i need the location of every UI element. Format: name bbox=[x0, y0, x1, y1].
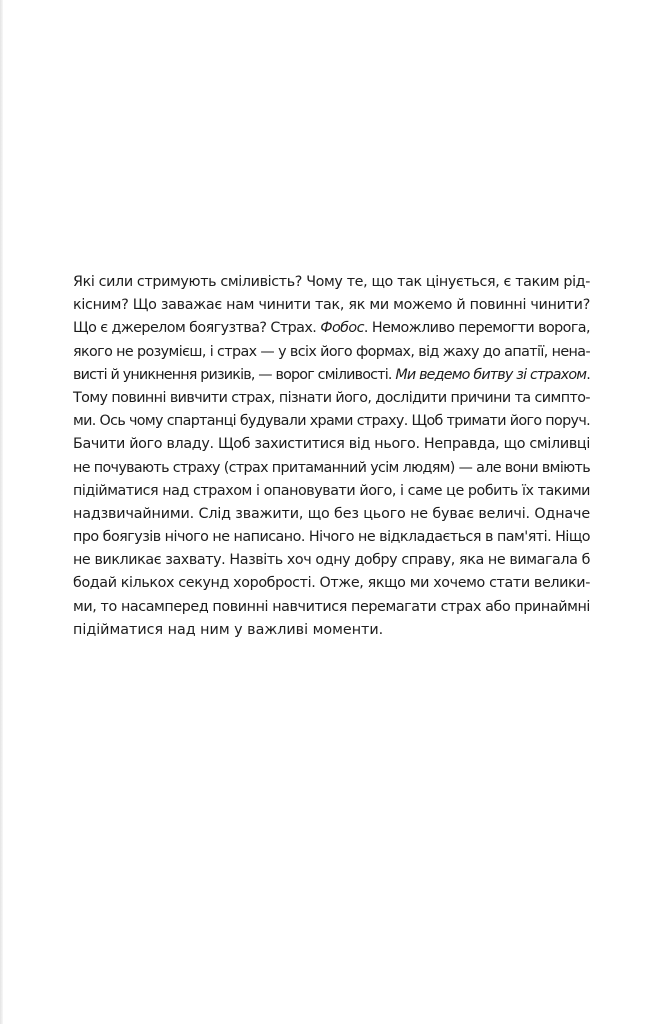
text-segment: . Неможливо перемогти ворога, bbox=[363, 320, 590, 337]
text-line bbox=[73, 596, 590, 619]
text-line bbox=[73, 294, 590, 317]
page-edge-shadow bbox=[0, 0, 3, 1024]
text-segment: Тому повинні вивчити страх, пізнати його, дослідити причини та симпто- bbox=[73, 389, 590, 406]
text-segment: Бачити його владу. Щоб захиститися від нього. Неправда, що сміливці bbox=[73, 436, 590, 453]
text-segment: . bbox=[586, 366, 590, 383]
text-line bbox=[73, 549, 590, 572]
text-line bbox=[73, 387, 590, 410]
text-line bbox=[73, 503, 590, 526]
text-segment: про боягузів нічого не написано. Нічого не відкладається в пам'яті. Ніщо bbox=[73, 529, 590, 546]
text-line bbox=[73, 271, 590, 294]
text-segment: бодай кількох секунд хоробрості. Отже, якщо ми хочемо стати велики- bbox=[73, 575, 590, 592]
text-segment: Що є джерелом боягузтва? Страх. bbox=[73, 320, 321, 337]
text-line bbox=[73, 457, 590, 480]
text-segment: кісним? Що заважає нам чинити так, як ми можемо й повинні чинити? bbox=[73, 297, 590, 314]
text-line bbox=[73, 410, 590, 433]
text-line bbox=[73, 433, 590, 456]
text-segment: надзвичайними. Слід зважити, що без цього не буває величі. Одначе bbox=[73, 505, 590, 522]
text-line bbox=[73, 480, 590, 503]
text-segment: ми, то насамперед повинні навчитися перемагати страх або принаймні bbox=[73, 598, 590, 615]
italic-phrase: Фобос bbox=[320, 320, 364, 337]
text-line bbox=[73, 317, 590, 340]
italic-phrase: Ми ведемо битву зі страхом bbox=[395, 366, 587, 383]
text-line bbox=[73, 572, 590, 595]
text-segment: якого не розумієш, і страх — у всіх його формах, від жаху до апатії, нена- bbox=[73, 343, 590, 360]
text-segment: висті й уникнення ризиків, — ворог сміливості. bbox=[73, 366, 396, 383]
text-line bbox=[73, 364, 590, 387]
body-paragraph bbox=[73, 271, 590, 642]
text-line bbox=[73, 341, 590, 364]
text-line bbox=[73, 526, 590, 549]
text-segment: підійматися над страхом і опановувати його, і саме це робить їх такими bbox=[73, 482, 591, 499]
text-segment: ми. Ось чому спартанці будували храми страху. Щоб тримати його поруч. bbox=[73, 413, 590, 430]
text-segment: Які сили стримують сміливість? Чому те, що так цінується, є таким рід- bbox=[73, 274, 590, 290]
text-segment: підійматися над ним у важливі моменти. bbox=[73, 621, 384, 638]
text-line bbox=[73, 619, 590, 642]
text-segment: не викликає захвату. Назвіть хоч одну добру справу, яка не вимагала б bbox=[73, 552, 591, 569]
text-segment: не почувають страху (страх притаманний усім людям) — але вони вміють bbox=[73, 459, 590, 476]
